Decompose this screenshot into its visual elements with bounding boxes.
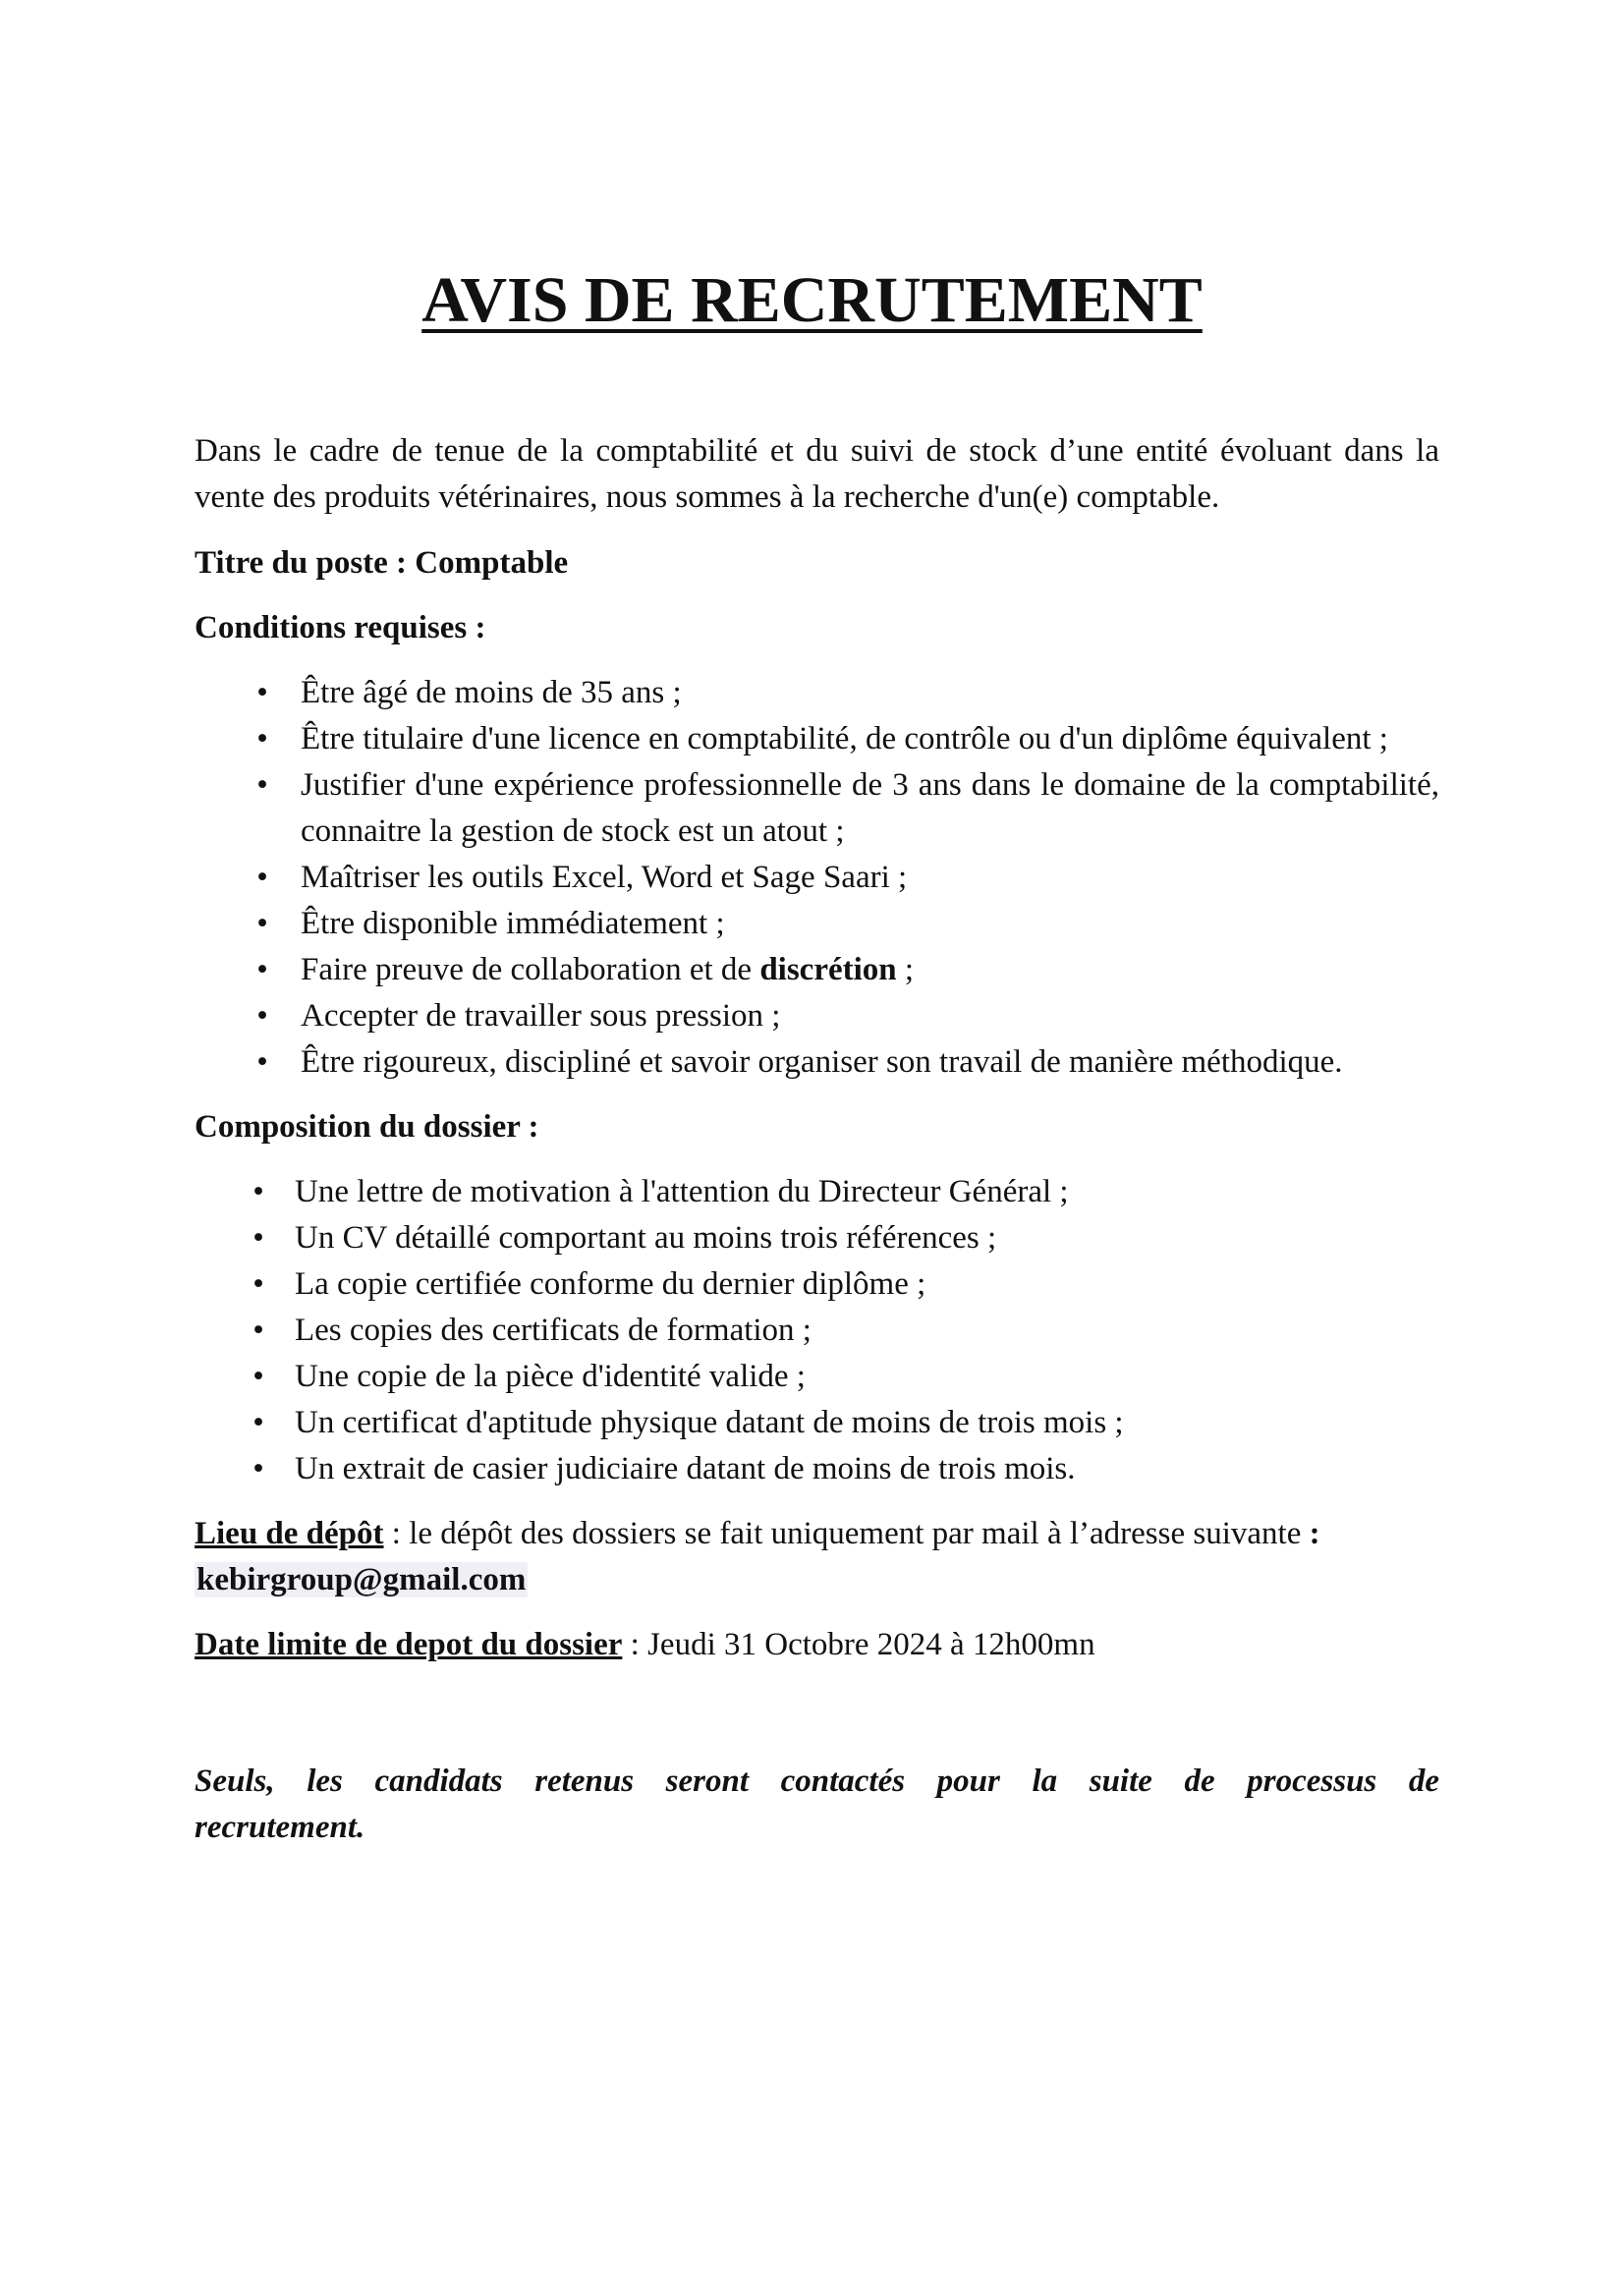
bullet-icon: • xyxy=(256,675,268,710)
dossier-text: Un extrait de casier judiciaire datant de moins de trois mois. xyxy=(295,1451,1076,1486)
date-limite xyxy=(195,1622,1439,1668)
condition-text: Accepter de travailler sous pression ; xyxy=(301,998,781,1034)
list-item xyxy=(195,716,1439,762)
list-item xyxy=(195,1400,1439,1446)
email-link[interactable]: kebirgroup@gmail.com xyxy=(196,1562,527,1597)
list-item xyxy=(195,670,1439,716)
condition-emphasis: discrétion xyxy=(759,952,897,987)
condition-text: Être rigoureux, discipliné et savoir organiser son travail de manière méthodique. xyxy=(301,1044,1343,1080)
bullet-icon: • xyxy=(252,1405,264,1440)
bullet-icon: • xyxy=(252,1174,264,1209)
bullet-icon: • xyxy=(256,767,268,803)
list-item xyxy=(195,993,1439,1039)
condition-text: Être disponible immédiatement ; xyxy=(301,906,725,941)
list-item xyxy=(195,855,1439,901)
list-item xyxy=(195,1169,1439,1215)
list-item xyxy=(195,762,1439,855)
dossier-text: Un certificat d'aptitude physique datant de moins de trois mois ; xyxy=(295,1405,1124,1440)
lieu-depot-text: : le dépôt des dossiers se fait uniquement par mail à l’adresse suivante xyxy=(383,1516,1310,1551)
dossier-text: Une lettre de motivation à l'attention du Directeur Général ; xyxy=(295,1174,1069,1209)
bullet-icon: • xyxy=(256,1044,268,1080)
list-item xyxy=(195,1215,1439,1261)
bullet-icon: • xyxy=(252,1451,264,1486)
conditions-heading: Conditions requises : xyxy=(195,610,486,645)
list-item xyxy=(195,901,1439,947)
intro-paragraph: Dans le cadre de tenue de la comptabilité et du suivi de stock d’une entité évoluant dans la vente des produits vétérinaires, nous sommes à la recherche d'un(e) comptable. xyxy=(195,433,1439,515)
dossier-text: Une copie de la pièce d'identité valide ; xyxy=(295,1359,806,1394)
condition-text: ; xyxy=(896,952,915,987)
dossier-text: Un CV détaillé comportant au moins trois références ; xyxy=(295,1220,997,1256)
bullet-icon: • xyxy=(252,1220,264,1256)
closing-note: Seuls, les candidats retenus seront contactés pour la suite de processus de recrutement. xyxy=(195,1764,1439,1845)
bullet-icon: • xyxy=(252,1359,264,1394)
list-item xyxy=(195,1261,1439,1308)
list-item xyxy=(195,1354,1439,1400)
bullet-icon: • xyxy=(256,952,268,987)
bullet-icon: • xyxy=(256,998,268,1034)
list-item xyxy=(195,947,1439,993)
condition-text: Faire preuve de collaboration et de xyxy=(301,952,760,987)
dossier-heading: Composition du dossier : xyxy=(195,1109,539,1145)
list-item xyxy=(195,1446,1439,1492)
list-item xyxy=(195,1039,1439,1086)
lieu-depot-colon: : xyxy=(1309,1516,1320,1551)
dossier-text: La copie certifiée conforme du dernier diplôme ; xyxy=(295,1266,926,1302)
condition-text: Maîtriser les outils Excel, Word et Sage Saari ; xyxy=(301,860,908,895)
dossier-text: Les copies des certificats de formation ; xyxy=(295,1313,812,1348)
condition-text: Être titulaire d'une licence en comptabilité, de contrôle ou d'un diplôme équivalent ; xyxy=(301,721,1388,756)
condition-text: Justifier d'une expérience professionnelle de 3 ans dans le domaine de la comptabilité, connaitre la gestion de stock est un atout ; xyxy=(301,767,1439,849)
bullet-icon: • xyxy=(256,721,268,756)
date-limite-label: Date limite de depot du dossier xyxy=(195,1627,623,1662)
job-title: Titre du poste : Comptable xyxy=(195,545,569,581)
document-body xyxy=(195,428,1439,1851)
bullet-icon: • xyxy=(256,906,268,941)
lieu-depot xyxy=(195,1511,1439,1603)
page-title: AVIS DE RECRUTEMENT xyxy=(421,264,1203,336)
dossier-list xyxy=(195,1169,1439,1492)
condition-text: Être âgé de moins de 35 ans ; xyxy=(301,675,682,710)
bullet-icon: • xyxy=(256,860,268,895)
conditions-list xyxy=(195,670,1439,1086)
bullet-icon: • xyxy=(252,1313,264,1348)
bullet-icon: • xyxy=(252,1266,264,1302)
list-item xyxy=(195,1308,1439,1354)
date-limite-text: : Jeudi 31 Octobre 2024 à 12h00mn xyxy=(622,1627,1095,1662)
lieu-depot-label: Lieu de dépôt xyxy=(195,1516,384,1551)
